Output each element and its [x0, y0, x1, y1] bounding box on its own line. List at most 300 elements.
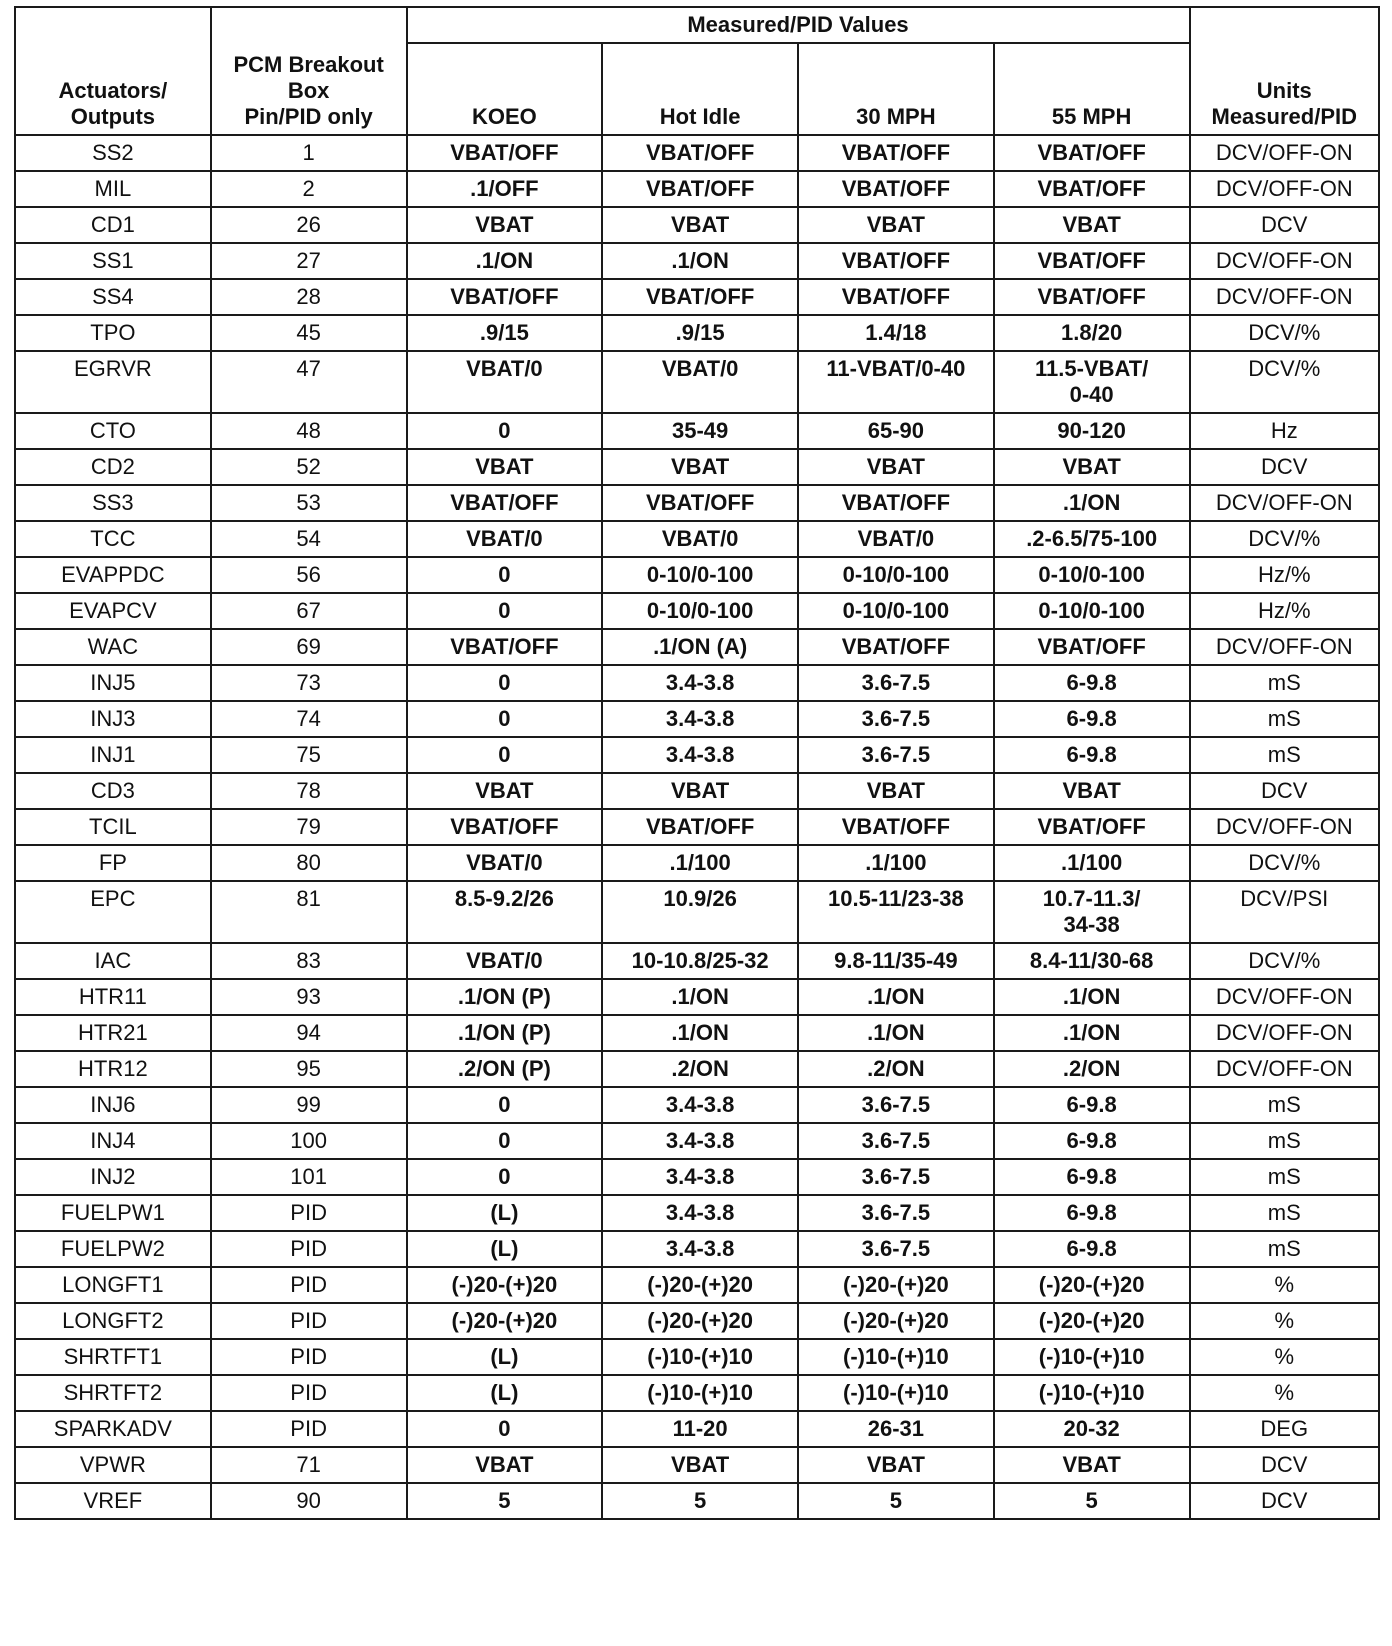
value-hot-idle: VBAT/OFF	[602, 171, 798, 207]
value-55-mph: VBAT/OFF	[994, 171, 1190, 207]
actuator-name: SPARKADV	[15, 1411, 211, 1447]
pin-pid: 74	[211, 701, 407, 737]
value-koeo: VBAT/OFF	[407, 809, 603, 845]
value-koeo: VBAT	[407, 773, 603, 809]
table-row	[15, 881, 1379, 943]
value-55-mph: .1/ON	[994, 979, 1190, 1015]
value-koeo: VBAT	[407, 1447, 603, 1483]
value-55-mph: 20-32	[994, 1411, 1190, 1447]
actuator-name: EPC	[15, 881, 211, 943]
value-koeo: 0	[407, 737, 603, 773]
value-hot-idle: 3.4-3.8	[602, 1231, 798, 1267]
actuator-name: INJ2	[15, 1159, 211, 1195]
actuator-name: SS1	[15, 243, 211, 279]
value-30-mph: 3.6-7.5	[798, 1195, 994, 1231]
value-hot-idle: .1/ON	[602, 979, 798, 1015]
pin-pid: 93	[211, 979, 407, 1015]
value-55-mph: VBAT/OFF	[994, 243, 1190, 279]
table-row	[15, 1231, 1379, 1267]
pin-pid: 52	[211, 449, 407, 485]
value-30-mph: VBAT/OFF	[798, 279, 994, 315]
units-measured: mS	[1190, 665, 1379, 701]
units-measured: DCV/OFF-ON	[1190, 135, 1379, 171]
pin-pid: 78	[211, 773, 407, 809]
value-55-mph: .1/100	[994, 845, 1190, 881]
value-hot-idle: 0-10/0-100	[602, 557, 798, 593]
value-koeo: 0	[407, 557, 603, 593]
units-measured: mS	[1190, 701, 1379, 737]
value-koeo: 0	[407, 593, 603, 629]
actuator-name: SHRTFT2	[15, 1375, 211, 1411]
table-row	[15, 485, 1379, 521]
actuator-name: VPWR	[15, 1447, 211, 1483]
units-measured: DCV/OFF-ON	[1190, 243, 1379, 279]
actuator-name: FP	[15, 845, 211, 881]
value-hot-idle: 10.9/26	[602, 881, 798, 943]
value-55-mph: 10.7-11.3/ 34-38	[994, 881, 1190, 943]
value-30-mph: 9.8-11/35-49	[798, 943, 994, 979]
value-55-mph: 0-10/0-100	[994, 593, 1190, 629]
table-row	[15, 521, 1379, 557]
value-30-mph: 3.6-7.5	[798, 1087, 994, 1123]
value-koeo: (L)	[407, 1339, 603, 1375]
units-measured: mS	[1190, 1159, 1379, 1195]
value-30-mph: 5	[798, 1483, 994, 1519]
value-koeo: VBAT	[407, 207, 603, 243]
value-30-mph: VBAT/OFF	[798, 243, 994, 279]
actuator-name: VREF	[15, 1483, 211, 1519]
value-hot-idle: 3.4-3.8	[602, 665, 798, 701]
pin-pid: 94	[211, 1015, 407, 1051]
pin-pid: PID	[211, 1375, 407, 1411]
value-koeo: 0	[407, 1411, 603, 1447]
pin-pid: 45	[211, 315, 407, 351]
value-koeo: VBAT/OFF	[407, 485, 603, 521]
value-hot-idle: .9/15	[602, 315, 798, 351]
value-55-mph: VBAT/OFF	[994, 809, 1190, 845]
header-units: Units Measured/PID	[1190, 7, 1379, 135]
units-measured: DCV	[1190, 207, 1379, 243]
units-measured: DCV	[1190, 773, 1379, 809]
value-55-mph: 6-9.8	[994, 1159, 1190, 1195]
units-measured: Hz/%	[1190, 593, 1379, 629]
actuator-name: CD1	[15, 207, 211, 243]
value-30-mph: VBAT/OFF	[798, 629, 994, 665]
units-measured: DCV/%	[1190, 351, 1379, 413]
actuator-name: EVAPPDC	[15, 557, 211, 593]
pin-pid: 95	[211, 1051, 407, 1087]
units-measured: DCV/OFF-ON	[1190, 279, 1379, 315]
value-hot-idle: (-)20-(+)20	[602, 1303, 798, 1339]
value-hot-idle: .1/ON (A)	[602, 629, 798, 665]
table-row	[15, 1267, 1379, 1303]
actuator-name: INJ1	[15, 737, 211, 773]
header-actuators: Actuators/ Outputs	[15, 7, 211, 135]
value-30-mph: VBAT	[798, 449, 994, 485]
actuator-name: CD3	[15, 773, 211, 809]
actuator-name: TCIL	[15, 809, 211, 845]
value-koeo: VBAT/OFF	[407, 629, 603, 665]
value-koeo: 0	[407, 665, 603, 701]
value-hot-idle: .1/100	[602, 845, 798, 881]
pin-pid: 69	[211, 629, 407, 665]
actuator-name: TCC	[15, 521, 211, 557]
table-row	[15, 809, 1379, 845]
value-55-mph: (-)10-(+)10	[994, 1375, 1190, 1411]
value-30-mph: (-)10-(+)10	[798, 1375, 994, 1411]
value-koeo: 0	[407, 413, 603, 449]
table-row	[15, 1087, 1379, 1123]
units-measured: DCV	[1190, 1483, 1379, 1519]
pin-pid: 27	[211, 243, 407, 279]
value-55-mph: 6-9.8	[994, 1231, 1190, 1267]
pin-pid: 56	[211, 557, 407, 593]
value-hot-idle: (-)10-(+)10	[602, 1339, 798, 1375]
value-hot-idle: VBAT	[602, 207, 798, 243]
units-measured: mS	[1190, 737, 1379, 773]
value-30-mph: 3.6-7.5	[798, 1123, 994, 1159]
value-koeo: VBAT/OFF	[407, 135, 603, 171]
value-hot-idle: VBAT/OFF	[602, 809, 798, 845]
value-koeo: .9/15	[407, 315, 603, 351]
table-row	[15, 737, 1379, 773]
table-row	[15, 1483, 1379, 1519]
actuator-name: SS2	[15, 135, 211, 171]
table-row	[15, 207, 1379, 243]
table-row	[15, 845, 1379, 881]
value-55-mph: 0-10/0-100	[994, 557, 1190, 593]
pin-pid: PID	[211, 1231, 407, 1267]
value-55-mph: .2/ON	[994, 1051, 1190, 1087]
pin-pid: PID	[211, 1195, 407, 1231]
units-measured: DCV/%	[1190, 521, 1379, 557]
value-koeo: 0	[407, 701, 603, 737]
value-hot-idle: VBAT/0	[602, 521, 798, 557]
table-row	[15, 557, 1379, 593]
value-koeo: 5	[407, 1483, 603, 1519]
value-hot-idle: VBAT/OFF	[602, 485, 798, 521]
value-30-mph: (-)20-(+)20	[798, 1303, 994, 1339]
units-measured: Hz	[1190, 413, 1379, 449]
value-30-mph: 0-10/0-100	[798, 593, 994, 629]
value-55-mph: .1/ON	[994, 1015, 1190, 1051]
actuator-name: FUELPW1	[15, 1195, 211, 1231]
value-55-mph: 1.8/20	[994, 315, 1190, 351]
units-measured: DCV/OFF-ON	[1190, 1015, 1379, 1051]
units-measured: %	[1190, 1303, 1379, 1339]
units-measured: DCV/OFF-ON	[1190, 485, 1379, 521]
value-55-mph: 11.5-VBAT/ 0-40	[994, 351, 1190, 413]
value-30-mph: VBAT/OFF	[798, 171, 994, 207]
value-koeo: 8.5-9.2/26	[407, 881, 603, 943]
actuator-name: TPO	[15, 315, 211, 351]
value-30-mph: 1.4/18	[798, 315, 994, 351]
value-koeo: .1/ON	[407, 243, 603, 279]
units-measured: DCV	[1190, 1447, 1379, 1483]
units-measured: DCV/PSI	[1190, 881, 1379, 943]
value-koeo: (-)20-(+)20	[407, 1267, 603, 1303]
value-30-mph: 3.6-7.5	[798, 1231, 994, 1267]
table-row	[15, 1015, 1379, 1051]
actuator-name: HTR21	[15, 1015, 211, 1051]
value-55-mph: VBAT/OFF	[994, 629, 1190, 665]
value-55-mph: VBAT	[994, 449, 1190, 485]
table-row	[15, 413, 1379, 449]
value-30-mph: 65-90	[798, 413, 994, 449]
units-measured: mS	[1190, 1195, 1379, 1231]
value-30-mph: VBAT	[798, 1447, 994, 1483]
table-row	[15, 1447, 1379, 1483]
units-measured: DCV/%	[1190, 845, 1379, 881]
value-55-mph: 6-9.8	[994, 1195, 1190, 1231]
value-30-mph: .1/ON	[798, 979, 994, 1015]
units-measured: DCV/OFF-ON	[1190, 979, 1379, 1015]
pin-pid: 53	[211, 485, 407, 521]
table-row	[15, 665, 1379, 701]
value-55-mph: (-)10-(+)10	[994, 1339, 1190, 1375]
actuator-name: LONGFT1	[15, 1267, 211, 1303]
value-55-mph: 6-9.8	[994, 737, 1190, 773]
actuator-name: MIL	[15, 171, 211, 207]
actuator-name: IAC	[15, 943, 211, 979]
pin-pid: 47	[211, 351, 407, 413]
table-row	[15, 1159, 1379, 1195]
value-koeo: VBAT/0	[407, 521, 603, 557]
table-row	[15, 979, 1379, 1015]
actuator-name: HTR11	[15, 979, 211, 1015]
value-30-mph: 11-VBAT/0-40	[798, 351, 994, 413]
units-measured: DCV/OFF-ON	[1190, 1051, 1379, 1087]
table-row	[15, 701, 1379, 737]
units-measured: DCV/OFF-ON	[1190, 629, 1379, 665]
value-hot-idle: 35-49	[602, 413, 798, 449]
value-55-mph: 90-120	[994, 413, 1190, 449]
value-koeo: 0	[407, 1087, 603, 1123]
units-measured: %	[1190, 1375, 1379, 1411]
units-measured: DEG	[1190, 1411, 1379, 1447]
header-measured-group: Measured/PID Values	[407, 7, 1190, 43]
value-30-mph: (-)20-(+)20	[798, 1267, 994, 1303]
pin-pid: 80	[211, 845, 407, 881]
pin-pid: 48	[211, 413, 407, 449]
units-measured: mS	[1190, 1123, 1379, 1159]
pin-pid: PID	[211, 1339, 407, 1375]
value-55-mph: VBAT	[994, 1447, 1190, 1483]
pin-pid: 71	[211, 1447, 407, 1483]
value-hot-idle: 3.4-3.8	[602, 1195, 798, 1231]
value-hot-idle: .2/ON	[602, 1051, 798, 1087]
pin-pid: 28	[211, 279, 407, 315]
value-55-mph: 6-9.8	[994, 701, 1190, 737]
value-55-mph: 6-9.8	[994, 1087, 1190, 1123]
value-hot-idle: .1/ON	[602, 1015, 798, 1051]
value-30-mph: 3.6-7.5	[798, 737, 994, 773]
table-row	[15, 629, 1379, 665]
value-30-mph: 26-31	[798, 1411, 994, 1447]
value-30-mph: 3.6-7.5	[798, 701, 994, 737]
pid-values-table	[14, 6, 1380, 1520]
pin-pid: 90	[211, 1483, 407, 1519]
value-hot-idle: VBAT	[602, 449, 798, 485]
table-row	[15, 135, 1379, 171]
pin-pid: PID	[211, 1303, 407, 1339]
value-hot-idle: VBAT	[602, 773, 798, 809]
table-row	[15, 773, 1379, 809]
pin-pid: 81	[211, 881, 407, 943]
value-koeo: .1/ON (P)	[407, 979, 603, 1015]
value-55-mph: 8.4-11/30-68	[994, 943, 1190, 979]
value-hot-idle: 5	[602, 1483, 798, 1519]
value-55-mph: (-)20-(+)20	[994, 1303, 1190, 1339]
header-55-mph: 55 MPH	[994, 43, 1190, 135]
table-row	[15, 351, 1379, 413]
actuator-name: INJ5	[15, 665, 211, 701]
value-55-mph: VBAT/OFF	[994, 135, 1190, 171]
value-30-mph: 0-10/0-100	[798, 557, 994, 593]
actuator-name: CD2	[15, 449, 211, 485]
pin-pid: 79	[211, 809, 407, 845]
table-row	[15, 279, 1379, 315]
units-measured: %	[1190, 1267, 1379, 1303]
pin-pid: 73	[211, 665, 407, 701]
value-55-mph: .2-6.5/75-100	[994, 521, 1190, 557]
value-koeo: 0	[407, 1159, 603, 1195]
value-hot-idle: VBAT	[602, 1447, 798, 1483]
actuator-name: SS3	[15, 485, 211, 521]
table-row	[15, 1411, 1379, 1447]
value-koeo: (L)	[407, 1195, 603, 1231]
units-measured: %	[1190, 1339, 1379, 1375]
table-row	[15, 1123, 1379, 1159]
actuator-name: EVAPCV	[15, 593, 211, 629]
pin-pid: PID	[211, 1267, 407, 1303]
value-hot-idle: 3.4-3.8	[602, 1123, 798, 1159]
value-hot-idle: 10-10.8/25-32	[602, 943, 798, 979]
value-koeo: (L)	[407, 1231, 603, 1267]
units-measured: DCV/%	[1190, 943, 1379, 979]
pin-pid: 101	[211, 1159, 407, 1195]
value-30-mph: VBAT/OFF	[798, 135, 994, 171]
value-koeo: 0	[407, 1123, 603, 1159]
value-hot-idle: 0-10/0-100	[602, 593, 798, 629]
units-measured: DCV	[1190, 449, 1379, 485]
table-row	[15, 243, 1379, 279]
pin-pid: PID	[211, 1411, 407, 1447]
actuator-name: EGRVR	[15, 351, 211, 413]
value-55-mph: VBAT/OFF	[994, 279, 1190, 315]
pin-pid: 75	[211, 737, 407, 773]
value-30-mph: VBAT	[798, 207, 994, 243]
actuator-name: HTR12	[15, 1051, 211, 1087]
value-55-mph: 6-9.8	[994, 1123, 1190, 1159]
table-row	[15, 315, 1379, 351]
value-30-mph: VBAT	[798, 773, 994, 809]
value-hot-idle: 11-20	[602, 1411, 798, 1447]
actuator-name: INJ4	[15, 1123, 211, 1159]
units-measured: Hz/%	[1190, 557, 1379, 593]
table-row	[15, 943, 1379, 979]
actuator-name: INJ3	[15, 701, 211, 737]
header-hot-idle: Hot Idle	[602, 43, 798, 135]
table-row	[15, 171, 1379, 207]
units-measured: mS	[1190, 1087, 1379, 1123]
actuator-name: LONGFT2	[15, 1303, 211, 1339]
value-koeo: (-)20-(+)20	[407, 1303, 603, 1339]
value-55-mph: 6-9.8	[994, 665, 1190, 701]
pin-pid: 99	[211, 1087, 407, 1123]
units-measured: DCV/%	[1190, 315, 1379, 351]
table-row	[15, 1051, 1379, 1087]
actuator-name: FUELPW2	[15, 1231, 211, 1267]
pin-pid: 1	[211, 135, 407, 171]
value-55-mph: (-)20-(+)20	[994, 1267, 1190, 1303]
pin-pid: 2	[211, 171, 407, 207]
table-row	[15, 1195, 1379, 1231]
value-30-mph: .1/ON	[798, 1015, 994, 1051]
pin-pid: 54	[211, 521, 407, 557]
value-koeo: .2/ON (P)	[407, 1051, 603, 1087]
value-30-mph: VBAT/OFF	[798, 485, 994, 521]
value-hot-idle: VBAT/0	[602, 351, 798, 413]
value-30-mph: 10.5-11/23-38	[798, 881, 994, 943]
value-55-mph: VBAT	[994, 207, 1190, 243]
value-koeo: .1/OFF	[407, 171, 603, 207]
value-55-mph: VBAT	[994, 773, 1190, 809]
table-row	[15, 449, 1379, 485]
units-measured: mS	[1190, 1231, 1379, 1267]
value-koeo: VBAT/0	[407, 351, 603, 413]
value-hot-idle: 3.4-3.8	[602, 737, 798, 773]
actuator-name: SHRTFT1	[15, 1339, 211, 1375]
value-koeo: VBAT/0	[407, 943, 603, 979]
value-30-mph: 3.6-7.5	[798, 665, 994, 701]
table-row	[15, 1339, 1379, 1375]
units-measured: DCV/OFF-ON	[1190, 171, 1379, 207]
table-body	[15, 135, 1379, 1519]
value-hot-idle: (-)10-(+)10	[602, 1375, 798, 1411]
value-hot-idle: 3.4-3.8	[602, 701, 798, 737]
pin-pid: 100	[211, 1123, 407, 1159]
value-koeo: VBAT/0	[407, 845, 603, 881]
actuator-name: INJ6	[15, 1087, 211, 1123]
value-30-mph: (-)10-(+)10	[798, 1339, 994, 1375]
actuator-name: SS4	[15, 279, 211, 315]
value-55-mph: 5	[994, 1483, 1190, 1519]
units-measured: DCV/OFF-ON	[1190, 809, 1379, 845]
value-koeo: (L)	[407, 1375, 603, 1411]
actuator-name: CTO	[15, 413, 211, 449]
pin-pid: 26	[211, 207, 407, 243]
header-pcm-breakout: PCM Breakout Box Pin/PID only	[211, 7, 407, 135]
pin-pid: 67	[211, 593, 407, 629]
value-30-mph: .2/ON	[798, 1051, 994, 1087]
value-30-mph: VBAT/OFF	[798, 809, 994, 845]
header-30-mph: 30 MPH	[798, 43, 994, 135]
table-row	[15, 1303, 1379, 1339]
value-koeo: VBAT/OFF	[407, 279, 603, 315]
value-55-mph: .1/ON	[994, 485, 1190, 521]
actuator-name: WAC	[15, 629, 211, 665]
header-row-top	[15, 7, 1379, 43]
value-30-mph: VBAT/0	[798, 521, 994, 557]
value-hot-idle: VBAT/OFF	[602, 135, 798, 171]
value-koeo: .1/ON (P)	[407, 1015, 603, 1051]
value-hot-idle: 3.4-3.8	[602, 1087, 798, 1123]
value-hot-idle: 3.4-3.8	[602, 1159, 798, 1195]
header-koeo: KOEO	[407, 43, 603, 135]
value-hot-idle: .1/ON	[602, 243, 798, 279]
table-row	[15, 1375, 1379, 1411]
